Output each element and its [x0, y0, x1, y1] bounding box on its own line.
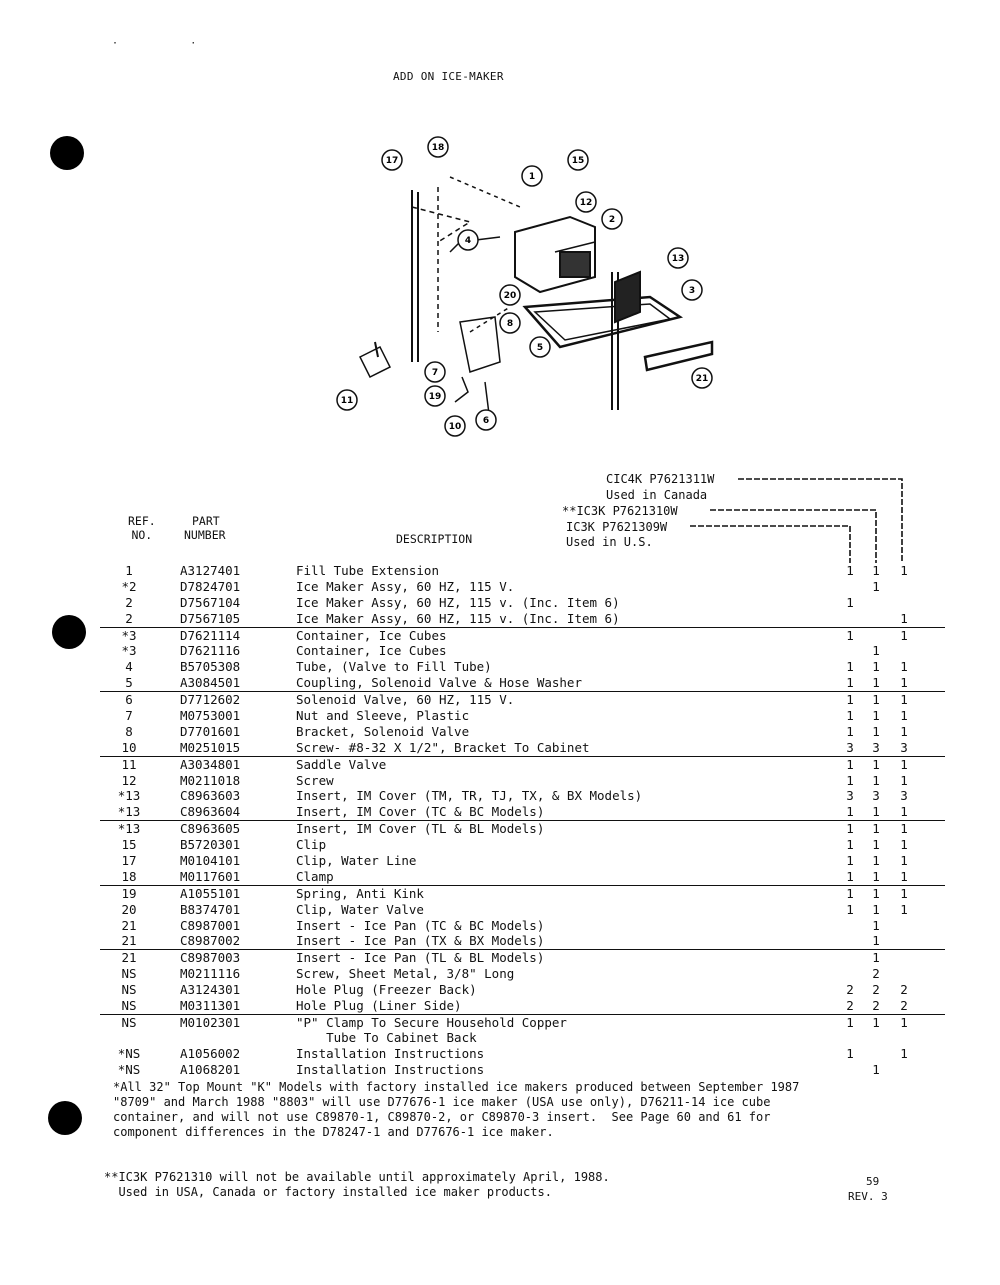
qty-ic3k-p7621310w-cell: 1 — [872, 821, 880, 837]
part-number-cell: M0211018 — [180, 772, 241, 788]
description-cell: Clip — [296, 837, 327, 853]
table-row — [100, 675, 945, 692]
qty-ic3k-p7621309w-cell: 1 — [846, 901, 854, 917]
model-c-label-line2: Used in U.S. — [566, 535, 653, 549]
model-b-label-line1: **IC3K P7621310W — [562, 504, 678, 518]
qty-ic3k-p7621310w-cell: 1 — [872, 1061, 880, 1077]
qty-cic4k-p7621311w-cell: 1 — [900, 675, 908, 691]
qty-ic3k-p7621310w-cell: 1 — [872, 643, 880, 659]
description-cell: Container, Ice Cubes — [296, 627, 447, 643]
qty-ic3k-p7621309w-cell: 1 — [846, 837, 854, 853]
table-row — [100, 757, 945, 773]
ref-cell: 12 — [121, 772, 137, 788]
description-cell: Hole Plug (Freezer Back) — [296, 982, 477, 998]
table-row — [100, 966, 945, 982]
description-cell: Coupling, Solenoid Valve & Hose Washer — [296, 675, 582, 691]
svg-text:7: 7 — [431, 368, 439, 378]
ref-cell: NS — [121, 998, 137, 1014]
ref-header-line2: NO. — [131, 528, 153, 542]
part-header-line1: PART — [192, 514, 220, 528]
table-row — [100, 1046, 945, 1062]
qty-ic3k-p7621310w-cell: 1 — [872, 804, 880, 820]
revision-label: REV. 3 — [848, 1190, 888, 1203]
table-row — [100, 724, 945, 740]
description-cell: Fill Tube Extension — [296, 563, 439, 578]
qty-ic3k-p7621309w-cell: 1 — [846, 594, 854, 610]
table-row — [100, 821, 945, 837]
ref-cell: 8 — [125, 723, 133, 739]
qty-ic3k-p7621309w-cell: 1 — [846, 885, 854, 901]
svg-text:21: 21 — [695, 374, 709, 384]
description-cell: Insert - Ice Pan (TX & BX Models) — [296, 933, 545, 949]
qty-ic3k-p7621310w-cell: 1 — [872, 772, 880, 788]
description-header: DESCRIPTION — [396, 532, 473, 546]
qty-cic4k-p7621311w-cell: 1 — [900, 821, 908, 837]
table-row — [100, 611, 945, 628]
ref-cell: NS — [121, 966, 137, 982]
part-number-cell: B8374701 — [180, 901, 241, 917]
table-row — [100, 950, 945, 966]
qty-ic3k-p7621310w-cell: 1 — [872, 901, 880, 917]
svg-text:20: 20 — [503, 291, 517, 301]
qty-cic4k-p7621311w-cell: 1 — [900, 901, 908, 917]
ref-cell: *3 — [121, 643, 137, 659]
part-number-cell: B5705308 — [180, 659, 241, 675]
qty-cic4k-p7621311w-cell: 1 — [900, 885, 908, 901]
ref-cell: 19 — [121, 885, 137, 901]
qty-ic3k-p7621309w-cell: 1 — [846, 868, 854, 884]
qty-ic3k-p7621309w-cell: 3 — [846, 788, 854, 804]
qty-cic4k-p7621311w-cell: 1 — [900, 756, 908, 772]
part-number-cell: A1056002 — [180, 1045, 241, 1061]
qty-ic3k-p7621310w-cell: 1 — [872, 885, 880, 901]
ref-cell: *13 — [117, 804, 141, 820]
qty-ic3k-p7621309w-cell: 1 — [846, 708, 854, 724]
part-number-cell: A3124301 — [180, 982, 241, 998]
qty-ic3k-p7621310w-cell: 1 — [872, 578, 880, 594]
part-number-cell: A1055101 — [180, 885, 241, 901]
page-number: 59 — [866, 1175, 880, 1188]
svg-text:1: 1 — [528, 172, 536, 182]
scan-marks: · · — [112, 38, 197, 49]
description-cell: Insert, IM Cover (TC & BC Models) — [296, 804, 545, 820]
table-row — [100, 869, 945, 886]
table-row — [100, 902, 945, 918]
svg-text:10: 10 — [448, 422, 462, 432]
qty-cic4k-p7621311w-cell: 1 — [900, 837, 908, 853]
part-number-cell: D7621114 — [180, 627, 241, 643]
table-row — [100, 918, 945, 934]
ref-cell: *13 — [117, 821, 141, 837]
qty-ic3k-p7621310w-cell: 2 — [872, 998, 880, 1014]
ref-cell: *2 — [121, 578, 137, 594]
svg-text:8: 8 — [506, 319, 514, 329]
svg-text:18: 18 — [431, 143, 445, 153]
ref-cell: 2 — [125, 594, 133, 610]
part-number-header — [184, 514, 226, 542]
table-row — [100, 1015, 945, 1046]
qty-cic4k-p7621311w-cell: 1 — [900, 868, 908, 884]
ref-cell: 18 — [121, 868, 137, 884]
svg-text:4: 4 — [464, 236, 472, 246]
ref-cell: NS — [121, 1014, 137, 1030]
description-cell: Saddle Valve — [296, 756, 387, 772]
ref-cell: 5 — [125, 675, 133, 691]
part-number-cell: C8987001 — [180, 917, 241, 933]
qty-cic4k-p7621311w-cell: 1 — [900, 708, 908, 724]
qty-cic4k-p7621311w-cell: 1 — [900, 1014, 908, 1030]
description-cell: Container, Ice Cubes — [296, 643, 447, 659]
description-cell: Ice Maker Assy, 60 HZ, 115 v. (Inc. Item 6) — [296, 610, 620, 626]
ref-cell: 6 — [125, 692, 133, 708]
qty-ic3k-p7621309w-cell: 1 — [846, 563, 854, 578]
ref-cell: 1 — [125, 563, 133, 578]
qty-ic3k-p7621309w-cell: 1 — [846, 627, 854, 643]
description-cell: Hole Plug (Liner Side) — [296, 998, 462, 1014]
ref-header-line1: REF. — [128, 514, 156, 528]
part-number-cell: C8987003 — [180, 950, 241, 966]
part-number-cell: A3034801 — [180, 756, 241, 772]
description-cell: Solenoid Valve, 60 HZ, 115 V. — [296, 692, 515, 708]
part-number-cell: M0251015 — [180, 739, 241, 755]
ref-cell: 17 — [121, 853, 137, 869]
ref-cell: *NS — [117, 1061, 141, 1077]
description-cell: Ice Maker Assy, 60 HZ, 115 v. (Inc. Item 6) — [296, 594, 620, 610]
footnote-double-star: **IC3K P7621310 will not be available until approximately April, 1988. Used in USA, Canada or factory installed ice maker products. — [104, 1170, 610, 1199]
table-row — [100, 595, 945, 611]
description-cell: Tube, (Valve to Fill Tube) — [296, 659, 492, 675]
svg-text:2: 2 — [608, 215, 616, 225]
table-row — [100, 740, 945, 757]
qty-ic3k-p7621310w-cell: 1 — [872, 917, 880, 933]
qty-cic4k-p7621311w-cell: 1 — [900, 772, 908, 788]
part-number-cell: M0311301 — [180, 998, 241, 1014]
svg-text:19: 19 — [428, 392, 442, 402]
part-number-cell: A1068201 — [180, 1061, 241, 1077]
qty-ic3k-p7621309w-cell: 1 — [846, 1014, 854, 1030]
ref-no-header — [128, 514, 156, 542]
qty-ic3k-p7621309w-cell: 2 — [846, 982, 854, 998]
part-number-cell: C8963603 — [180, 788, 241, 804]
table-row — [100, 933, 945, 950]
qty-ic3k-p7621310w-cell: 1 — [872, 659, 880, 675]
description-cell: Spring, Anti Kink — [296, 885, 424, 901]
parts-table — [100, 563, 945, 1078]
qty-ic3k-p7621310w-cell: 1 — [872, 853, 880, 869]
svg-text:13: 13 — [671, 254, 685, 264]
table-row — [100, 692, 945, 708]
description-cell: Insert, IM Cover (TL & BL Models) — [296, 821, 545, 837]
table-row — [100, 998, 945, 1015]
qty-cic4k-p7621311w-cell: 1 — [900, 853, 908, 869]
qty-ic3k-p7621309w-cell: 1 — [846, 723, 854, 739]
part-number-cell: D7621116 — [180, 643, 241, 659]
part-number-cell: B5720301 — [180, 837, 241, 853]
svg-text:5: 5 — [536, 343, 544, 353]
qty-ic3k-p7621309w-cell: 1 — [846, 804, 854, 820]
ref-cell: 21 — [121, 933, 137, 949]
qty-ic3k-p7621310w-cell: 1 — [872, 950, 880, 966]
qty-cic4k-p7621311w-cell: 1 — [900, 723, 908, 739]
description-cell: Screw- #8-32 X 1/2", Bracket To Cabinet — [296, 739, 590, 755]
table-row — [100, 643, 945, 659]
description-cell: Insert - Ice Pan (TC & BC Models) — [296, 917, 545, 933]
qty-cic4k-p7621311w-cell: 3 — [900, 739, 908, 755]
description-cell: Nut and Sleeve, Plastic — [296, 708, 470, 724]
part-number-cell: D7701601 — [180, 723, 241, 739]
ref-cell: 7 — [125, 708, 133, 724]
qty-cic4k-p7621311w-cell: 2 — [900, 982, 908, 998]
model-c-label-line1: IC3K P7621309W — [566, 520, 668, 534]
table-row — [100, 1062, 945, 1078]
qty-ic3k-p7621310w-cell: 1 — [872, 675, 880, 691]
description-cell: Screw — [296, 772, 334, 788]
table-row — [100, 563, 945, 579]
part-number-cell: M0211116 — [180, 966, 241, 982]
qty-ic3k-p7621310w-cell: 1 — [872, 692, 880, 708]
description-cell: Clip, Water Valve — [296, 901, 424, 917]
qty-ic3k-p7621310w-cell: 1 — [872, 563, 880, 578]
ref-cell: NS — [121, 982, 137, 998]
qty-ic3k-p7621309w-cell: 1 — [846, 756, 854, 772]
svg-text:17: 17 — [385, 156, 399, 166]
table-row — [100, 708, 945, 724]
svg-text:11: 11 — [340, 396, 354, 406]
description-cell: Installation Instructions — [296, 1061, 485, 1077]
model-a-label-line2: Used in Canada — [606, 488, 708, 502]
qty-cic4k-p7621311w-cell: 1 — [900, 1045, 908, 1061]
table-row — [100, 579, 945, 595]
table-row — [100, 853, 945, 869]
qty-ic3k-p7621310w-cell: 1 — [872, 723, 880, 739]
part-number-cell: M0753001 — [180, 708, 241, 724]
ref-cell: *13 — [117, 788, 141, 804]
page-title: ADD ON ICE-MAKER — [393, 70, 504, 83]
table-row — [100, 982, 945, 998]
qty-cic4k-p7621311w-cell: 1 — [900, 627, 908, 643]
part-number-cell: D7567104 — [180, 594, 241, 610]
table-row — [100, 773, 945, 789]
part-number-cell: M0104101 — [180, 853, 241, 869]
qty-cic4k-p7621311w-cell: 1 — [900, 659, 908, 675]
qty-ic3k-p7621310w-cell: 1 — [872, 868, 880, 884]
description-cell: Bracket, Solenoid Valve — [296, 723, 470, 739]
ref-cell: 20 — [121, 901, 137, 917]
part-number-cell: M0117601 — [180, 868, 241, 884]
qty-ic3k-p7621309w-cell: 1 — [846, 675, 854, 691]
part-number-cell: A3127401 — [180, 563, 241, 578]
qty-cic4k-p7621311w-cell: 3 — [900, 788, 908, 804]
qty-cic4k-p7621311w-cell: 1 — [900, 692, 908, 708]
footnote-single-star: *All 32" Top Mount "K" Models with factory installed ice makers produced between September 1987 "8709" and March 1988 "8803" will use D77676-1 ice maker (USA use only), D76211-14 ice cube container, and will not use C89870-1, C89870-2, or C89870-3 insert. See Page 60 and 61 for component differences in the D78247-1 and D77676-1 ice maker. — [113, 1080, 800, 1139]
svg-text:3: 3 — [688, 286, 696, 296]
qty-ic3k-p7621309w-cell: 1 — [846, 1045, 854, 1061]
ref-cell: 21 — [121, 950, 137, 966]
table-row — [100, 788, 945, 804]
part-number-cell: C8963604 — [180, 804, 241, 820]
qty-ic3k-p7621309w-cell: 1 — [846, 659, 854, 675]
table-row — [100, 837, 945, 853]
qty-ic3k-p7621309w-cell: 1 — [846, 772, 854, 788]
ref-cell: 15 — [121, 837, 137, 853]
part-number-cell: A3084501 — [180, 675, 241, 691]
qty-ic3k-p7621310w-cell: 2 — [872, 966, 880, 982]
ref-cell: 11 — [121, 756, 137, 772]
part-header-line2: NUMBER — [184, 528, 226, 542]
qty-ic3k-p7621309w-cell: 1 — [846, 853, 854, 869]
description-cell: Clamp — [296, 868, 334, 884]
qty-cic4k-p7621311w-cell: 1 — [900, 563, 908, 578]
part-number-cell: D7567105 — [180, 610, 241, 626]
ref-cell: 4 — [125, 659, 133, 675]
part-number-cell: C8987002 — [180, 933, 241, 949]
table-row — [100, 659, 945, 675]
qty-ic3k-p7621310w-cell: 2 — [872, 982, 880, 998]
description-cell: Clip, Water Line — [296, 853, 417, 869]
table-row — [100, 886, 945, 902]
qty-ic3k-p7621310w-cell: 3 — [872, 739, 880, 755]
qty-ic3k-p7621310w-cell: 1 — [872, 1014, 880, 1030]
description-cell: "P" Clamp To Secure Household Copper Tube To Cabinet Back — [296, 1014, 567, 1045]
ref-cell: 10 — [121, 739, 137, 755]
qty-cic4k-p7621311w-cell: 1 — [900, 610, 908, 626]
qty-ic3k-p7621310w-cell: 1 — [872, 837, 880, 853]
qty-cic4k-p7621311w-cell: 1 — [900, 804, 908, 820]
ref-cell: 2 — [125, 610, 133, 626]
description-cell: Insert, IM Cover (TM, TR, TJ, TX, & BX Models) — [296, 788, 643, 804]
svg-text:12: 12 — [579, 198, 593, 208]
qty-ic3k-p7621309w-cell: 3 — [846, 739, 854, 755]
description-cell: Screw, Sheet Metal, 3/8" Long — [296, 966, 515, 982]
qty-ic3k-p7621309w-cell: 1 — [846, 692, 854, 708]
table-row — [100, 804, 945, 821]
part-number-cell: D7824701 — [180, 578, 241, 594]
model-a-label-line1: CIC4K P7621311W — [606, 472, 715, 486]
qty-cic4k-p7621311w-cell: 2 — [900, 998, 908, 1014]
ref-cell: 21 — [121, 917, 137, 933]
part-number-cell: D7712602 — [180, 692, 241, 708]
qty-ic3k-p7621309w-cell: 2 — [846, 998, 854, 1014]
svg-text:15: 15 — [571, 156, 585, 166]
svg-text:6: 6 — [482, 416, 490, 426]
qty-ic3k-p7621309w-cell: 1 — [846, 821, 854, 837]
part-number-cell: C8963605 — [180, 821, 241, 837]
description-cell: Insert - Ice Pan (TL & BL Models) — [296, 950, 545, 966]
description-cell: Ice Maker Assy, 60 HZ, 115 V. — [296, 578, 515, 594]
table-row — [100, 628, 945, 644]
ref-cell: *NS — [117, 1045, 141, 1061]
qty-ic3k-p7621310w-cell: 3 — [872, 788, 880, 804]
qty-ic3k-p7621310w-cell: 1 — [872, 933, 880, 949]
ref-cell: *3 — [121, 627, 137, 643]
part-number-cell: M0102301 — [180, 1014, 241, 1030]
qty-ic3k-p7621310w-cell: 1 — [872, 708, 880, 724]
qty-ic3k-p7621310w-cell: 1 — [872, 756, 880, 772]
description-cell: Installation Instructions — [296, 1045, 485, 1061]
